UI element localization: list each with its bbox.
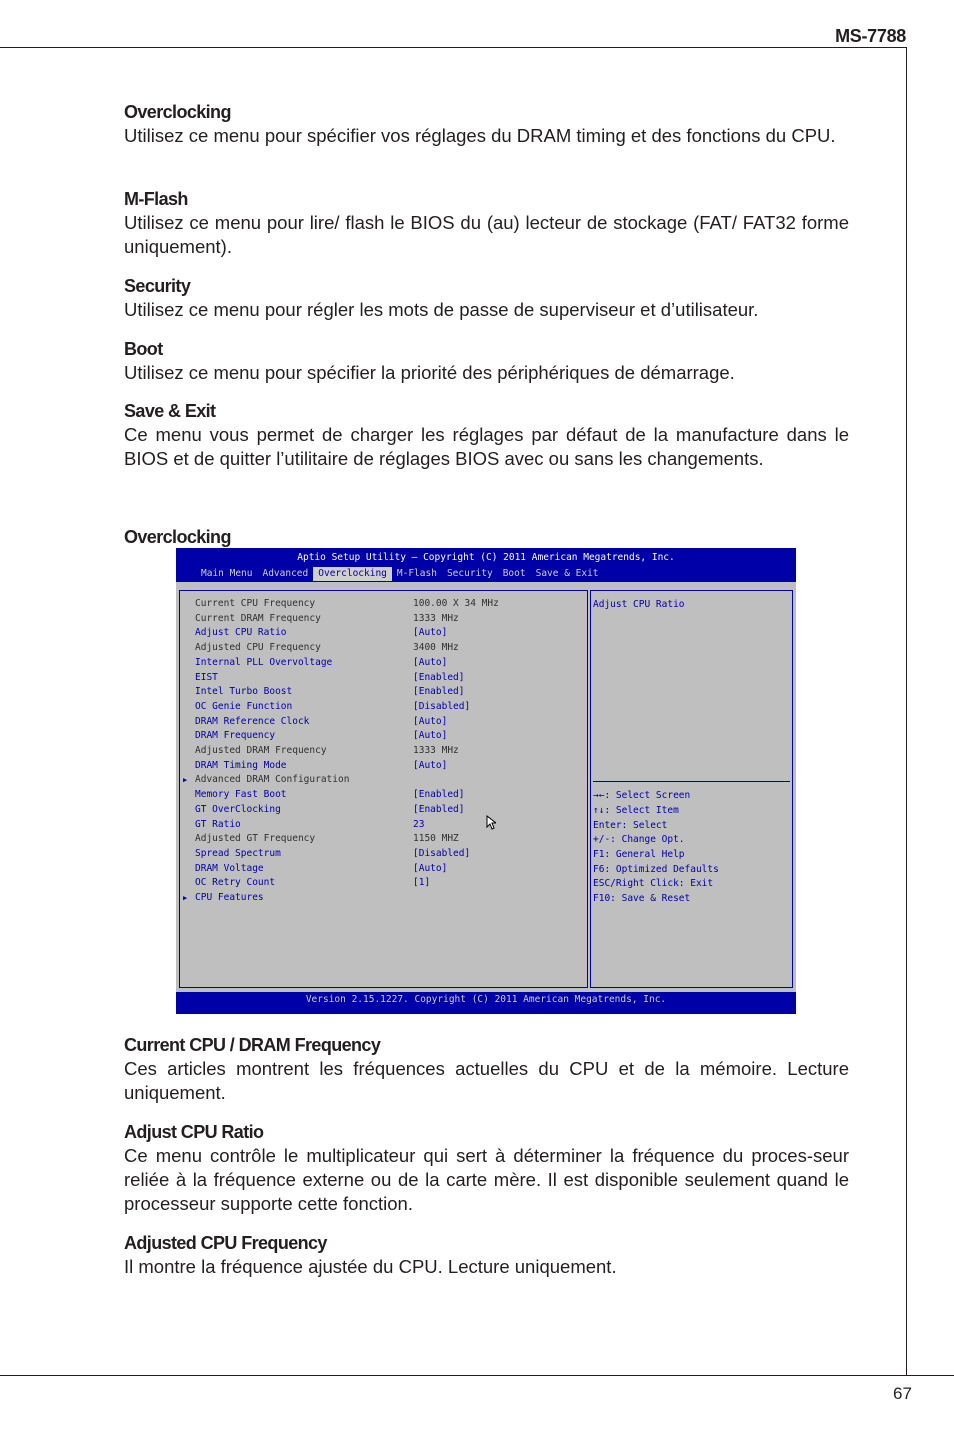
bios-setting-value[interactable]: [Enabled] [413,803,465,815]
bios-setting-value[interactable]: [Auto] [413,730,448,742]
bios-setting-value: 100.00 X 34 MHz [413,598,499,609]
tab-m-flash[interactable]: M-Flash [396,568,437,579]
bios-setting-value: 3400 MHz [413,642,459,654]
tab-boot[interactable]: Boot [502,568,526,579]
section-title: Current CPU / DRAM Frequency [124,1035,381,1055]
page-number: 67 [893,1384,912,1403]
bios-setting-label: OC Retry Count [195,877,276,889]
bios-setting-label: CPU Features [195,892,264,903]
tab-save-exit[interactable]: Save & Exit [535,568,599,579]
bios-setting-value[interactable]: [Auto] [413,759,448,771]
mouse-pointer-icon [486,815,496,831]
bios-setting-label: EIST [195,671,218,683]
key-help-line: →←: Select Screen [593,790,691,801]
section-title: Security [124,276,191,296]
bios-setting-label: Advanced DRAM Configuration [195,774,350,786]
bios-setting-label: OC Genie Function [195,700,293,712]
section-save-exit [124,399,849,471]
key-help-line: ↑↓: Select Item [593,805,679,816]
model-number: MS-7788 [835,26,906,46]
section-adjusted-cpu-frequency [124,1231,849,1279]
bios-setting-value[interactable]: [Enabled] [413,671,465,683]
bios-setting-label: DRAM Reference Clock [195,715,310,727]
bios-setting-label: Adjust CPU Ratio [195,627,287,639]
tab-overclocking[interactable]: Overclocking [313,567,392,581]
bios-setting-label: Memory Fast Boot [195,789,287,801]
key-help-line: F1: General Help [593,849,685,860]
bios-setting-label: Adjusted DRAM Frequency [195,745,327,756]
bios-setting-row[interactable] [180,686,585,700]
item-help-text: Adjust CPU Ratio [593,599,685,610]
bios-title: Aptio Setup Utility – Copyright (C) 2011 American Megatrends, Inc. [297,552,675,563]
bios-setting-label: Spread Spectrum [195,847,281,859]
bios-setting-row[interactable] [180,672,585,686]
submenu-arrow-icon: ▶ [183,894,188,902]
bios-setting-label: GT Ratio [195,818,241,830]
section-text: Utilisez ce menu pour spécifier la priorité des périphériques de démarrage. [124,362,735,383]
key-help-line: ESC/Right Click: Exit [593,878,714,889]
help-separator [593,781,790,782]
bios-setting-row[interactable] [180,701,585,715]
header-rule [0,47,906,48]
bios-setting-row[interactable] [180,657,585,671]
bios-setting-value[interactable]: [Auto] [413,656,448,668]
key-help-line: F10: Save & Reset [593,893,691,904]
section-text: Utilisez ce menu pour spécifier vos réglages du DRAM timing et des fonctions du CPU. [124,125,836,146]
key-help-line: Enter: Select [593,820,668,831]
bios-body [176,582,796,992]
bios-setting-row[interactable] [180,760,585,774]
bios-setting-label: Current DRAM Frequency [195,612,321,624]
bios-setting-row[interactable] [180,877,585,891]
key-help-line: F6: Optimized Defaults [593,864,719,875]
bios-setting-label: Intel Turbo Boost [195,686,293,698]
bios-setting-row [180,642,585,656]
section-title: Adjust CPU Ratio [124,1122,264,1142]
bios-setting-value[interactable]: [Enabled] [413,789,465,801]
bios-setting-row [180,613,585,627]
section-title: Save & Exit [124,401,216,421]
bios-setting-label: DRAM Voltage [195,862,264,874]
section-current-frequency [124,1033,849,1105]
bios-tab-bar [196,567,604,581]
bios-setting-row[interactable] [180,627,585,641]
bios-setting-value[interactable]: [Disabled] [413,847,471,859]
tab-security[interactable]: Security [446,568,493,579]
bios-setting-label: DRAM Frequency [195,730,276,742]
bios-setting-value[interactable]: [1] [413,877,431,889]
section-boot [124,337,849,385]
bios-setting-value[interactable]: 23 [413,818,425,830]
bios-setting-row [180,833,585,847]
right-margin-rule [906,47,907,1375]
bios-setting-label: Current CPU Frequency [195,598,316,609]
bios-setting-value[interactable]: [Auto] [413,715,448,727]
section-title: Boot [124,339,163,359]
section-text: Utilisez ce menu pour lire/ flash le BIOS du (au) lecteur de stockage (FAT/ FAT32 forme uniquement). [124,212,849,257]
section-m-flash [124,187,849,259]
bios-setting-row[interactable] [180,863,585,877]
bios-setting-label: DRAM Timing Mode [195,759,287,771]
bios-setting-value[interactable]: [Enabled] [413,686,465,698]
bios-footer: Version 2.15.1227. Copyright (C) 2011 American Megatrends, Inc. [305,994,667,1005]
bios-setting-row[interactable] [180,716,585,730]
bios-setting-label: Adjusted GT Frequency [195,833,316,845]
bios-setting-label: Adjusted CPU Frequency [195,642,321,654]
screenshot-heading: Overclocking [124,527,231,547]
bios-screenshot [176,548,796,1014]
bios-setting-label: Internal PLL Overvoltage [195,656,333,668]
bios-setting-value[interactable]: [Auto] [413,862,448,874]
section-text: Ce menu contrôle le multiplicateur qui sert à déterminer la fréquence du proces-seur reliée à la fréquence externe ou de la carte mère. Il est disponible seulement quand le processeur supporte cette fonction. [124,1145,849,1214]
section-adjust-cpu-ratio [124,1120,849,1216]
section-text: Il montre la fréquence ajustée du CPU. Lecture uniquement. [124,1256,617,1277]
bios-setting-row [180,745,585,759]
tab-main-menu[interactable]: Main Menu [201,568,253,579]
section-text: Ce menu vous permet de charger les réglages par défaut de la manufacture dans le BIOS et de quitter l’utilitaire de réglages BIOS avec ou sans les changements. [124,424,849,469]
bios-settings-panel [179,590,588,988]
section-overclocking [124,100,849,148]
key-help-line: +/-: Change Opt. [593,834,685,845]
tab-advanced[interactable]: Advanced [262,568,309,579]
bios-setting-row[interactable] [180,848,585,862]
bios-setting-row[interactable] [180,730,585,744]
bios-help-panel [590,590,793,988]
bios-setting-value: 1150 MHZ [413,833,459,845]
bios-setting-row[interactable] [180,804,585,818]
section-text: Ces articles montrent les fréquences actuelles du CPU et de la mémoire. Lecture uniquement. [124,1058,849,1103]
section-text: Utilisez ce menu pour régler les mots de passe de superviseur et d’utilisateur. [124,299,759,320]
bios-setting-value: 1333 MHz [413,745,459,756]
bios-setting-row [180,598,585,612]
section-security [124,274,849,322]
bios-setting-row[interactable] [180,774,585,788]
bios-setting-value[interactable]: [Disabled] [413,700,471,712]
bios-setting-row[interactable] [180,892,585,906]
bios-setting-row[interactable] [180,819,585,833]
screenshot-caption [124,525,849,549]
footer-rule [0,1375,954,1376]
bios-setting-value: 1333 MHz [413,612,459,624]
section-title: Adjusted CPU Frequency [124,1233,327,1253]
section-title: Overclocking [124,102,231,122]
section-title: M-Flash [124,189,188,209]
bios-setting-row[interactable] [180,789,585,803]
submenu-arrow-icon: ▶ [183,776,188,785]
bios-setting-label: GT OverClocking [195,803,281,815]
bios-setting-value[interactable]: [Auto] [413,627,448,639]
